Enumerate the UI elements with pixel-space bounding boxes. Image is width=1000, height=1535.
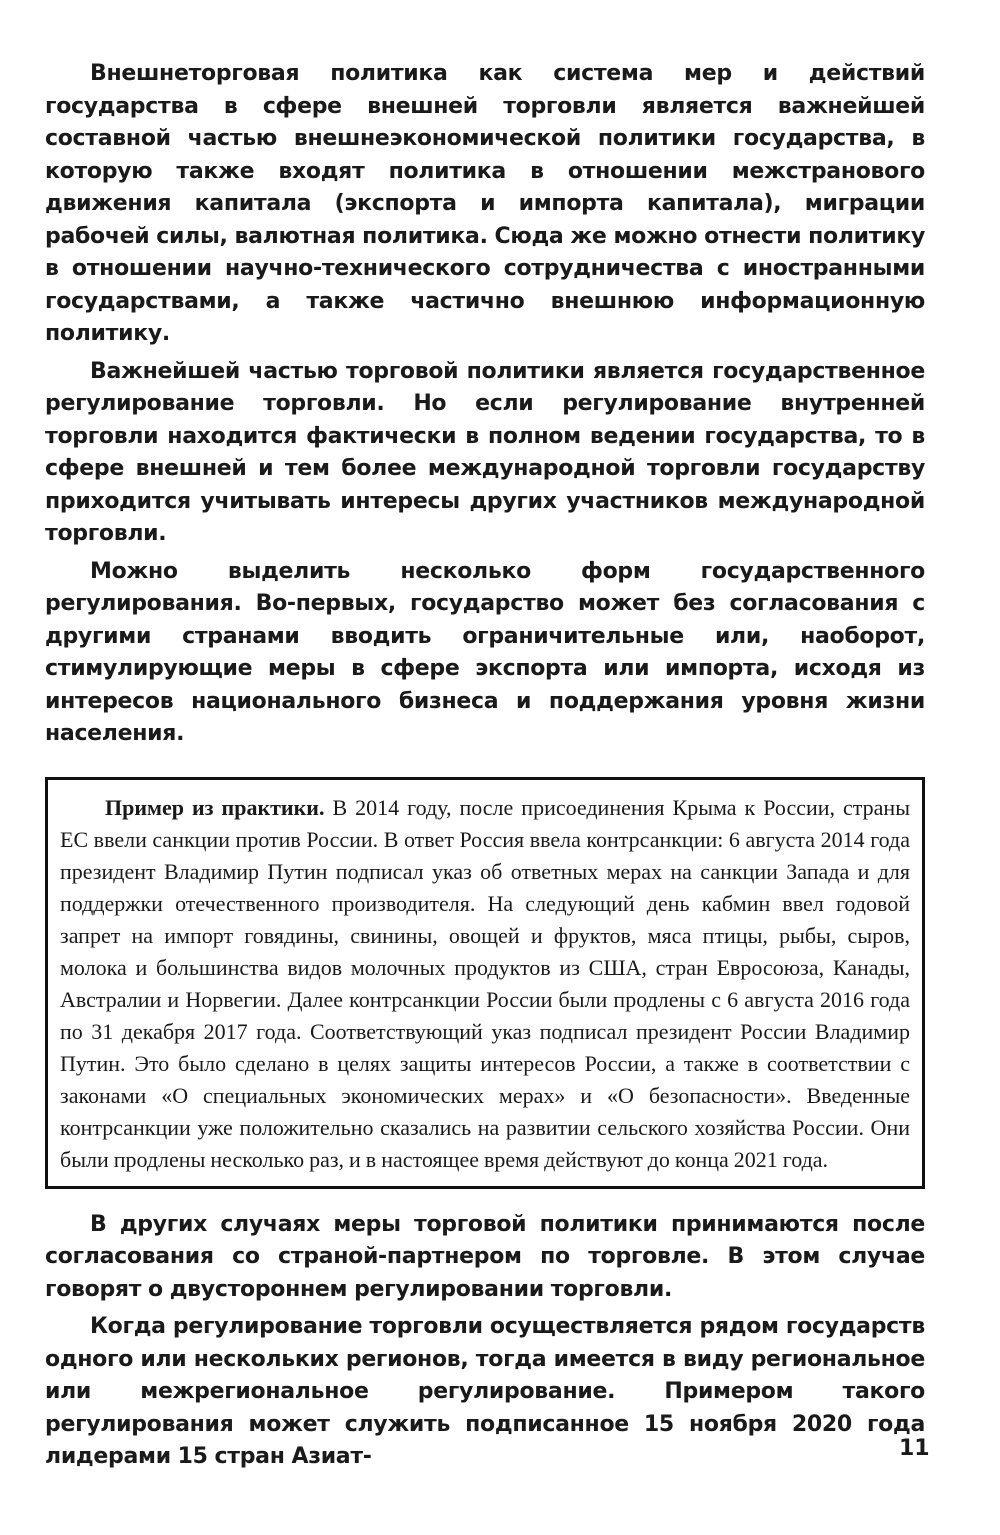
paragraph-foreign-trade-policy: Внешнеторговая политика как система мер и действий государства в сфере внешней торговли является важнейшей составной частью внешнеэкономической политики государства, в которую также входят политика в отношении межстранового движения капитала (экспорта и импорта капитала), миграции рабочей силы, валютная политика. Сюда же можно отнести политику в отношении научно-технического сотрудничества с иностранными государствами, а также частично внешнюю информационную политику. bbox=[45, 61, 925, 346]
paragraph-state-regulation: Важнейшей частью торговой политики является государственное регулирование торговли. Но если регулирование внутренней торговли находится фактически в полном ведении государства, то в сфере внешней и тем более международной торговли государству приходится учитывать интересы других участников международной торговли. bbox=[45, 358, 925, 546]
paragraph-regulation-forms: Можно выделить несколько форм государственного регулирования. Во-первых, государство может без согласования с другими странами вводить ограничительные или, наоборот, стимулирующие меры в сфере экспорта или импорта, исходя из интересов национального бизнеса и поддержания уровня жизни населения. bbox=[45, 558, 925, 746]
paragraph-bilateral-regulation: В других случаях меры торговой политики принимаются после согласования со страной-партнером по торговле. В этом случае говорят о двустороннем регулировании торговли. bbox=[45, 1211, 925, 1302]
page-number: 11 bbox=[899, 1436, 930, 1461]
practice-example-title: Пример из практики. bbox=[105, 794, 325, 820]
paragraph-regional-regulation: Когда регулирование торговли осуществляется рядом государств одного или нескольких регионов, тогда имеется в виду региональное или межрегиональное регулирование. Примером такого регулирования может служить подписанное 15 ноября 2020 года лидерами 15 стран Азиат- bbox=[45, 1314, 925, 1469]
page-content bbox=[45, 58, 925, 1474]
practice-example-text: В 2014 году, после присоединения Крыма к России, страны ЕС ввели санкции против России. В ответ Россия ввела контрсанкции: 6 августа 2014 года президент Владимир Путин подписал указ об ответных мерах на санкции Запада и для поддержки отечественного производителя. На следующий день кабмин ввел годовой запрет на импорт говядины, свинины, овощей и фруктов, мяса птицы, рыбы, сыров, молока и большинства видов молочных продуктов из США, стран Евросоюза, Канады, Австралии и Норвегии. Далее контрсанкции России были продлены с 6 августа 2016 года по 31 декабря 2017 года. Соответствующий указ подписал президент России Владимир Путин. Это было сделано в целях защиты интересов России, а также в соответствии с законами «О специальных экономических мерах» и «О безопасности». Введенные контрсанкции уже положительно сказались на развитии сельского хозяйства России. Они были продлены несколько раз, и в настоящее время действуют до конца 2021 года. bbox=[60, 794, 910, 1172]
practice-example-paragraph bbox=[60, 792, 910, 1176]
practice-example-box bbox=[45, 777, 925, 1189]
